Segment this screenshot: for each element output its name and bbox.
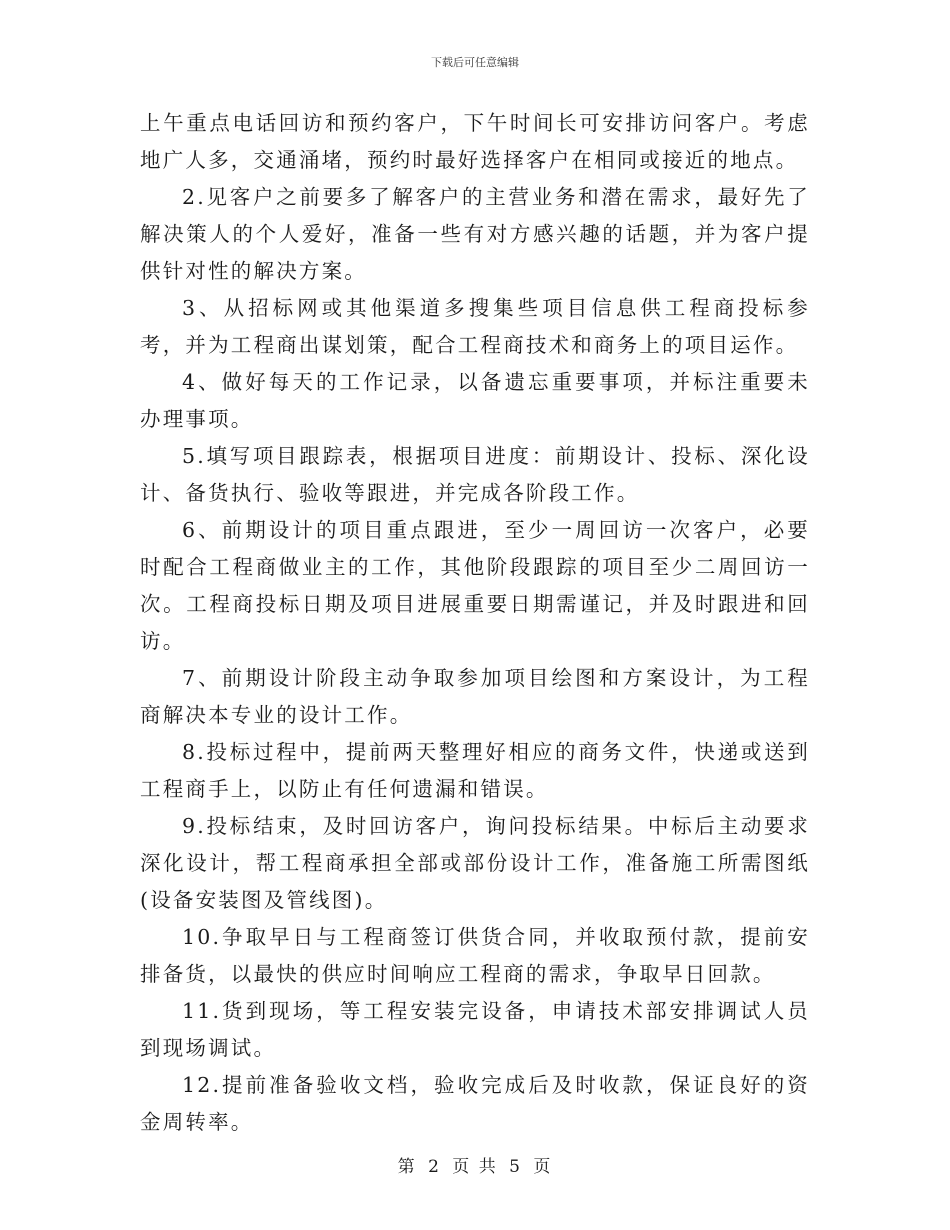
footer-suffix: 页	[533, 1157, 553, 1177]
paragraph: 4、做好每天的工作记录，以备遗忘重要事项，并标注重要未办理事项。	[140, 370, 810, 431]
document-body	[140, 105, 810, 1141]
page-footer	[0, 1152, 950, 1177]
paragraph: 9.投标结束，及时回访客户，询问投标结果。中标后主动要求深化设计，帮工程商承担全部或部份设计工作，准备施工所需图纸(设备安装图及管线图)。	[140, 814, 810, 912]
paragraph: 2.见客户之前要多了解客户的主营业务和潜在需求，最好先了解决策人的个人爱好，准备一些有对方感兴趣的话题，并为客户提供针对性的解决方案。	[140, 185, 810, 283]
current-page-number: 2	[428, 1157, 441, 1177]
paragraph: 8.投标过程中，提前两天整理好相应的商务文件，快递或送到工程商手上，以防止有任何遗漏和错误。	[140, 740, 810, 801]
paragraph: 上午重点电话回访和预约客户，下午时间长可安排访问客户。考虑地广人多，交通涌堵，预约时最好选择客户在相同或接近的地点。	[140, 111, 810, 172]
paragraph: 10.争取早日与工程商签订供货合同，并收取预付款，提前安排备货，以最快的供应时间响应工程商的需求，争取早日回款。	[140, 925, 810, 986]
paragraph: 3、从招标网或其他渠道多搜集些项目信息供工程商投标参考，并为工程商出谋划策，配合工程商技术和商务上的项目运作。	[140, 296, 810, 357]
paragraph: 11.货到现场，等工程安装完设备，申请技术部安排调试人员到现场调试。	[140, 999, 810, 1060]
paragraph: 7、前期设计阶段主动争取参加项目绘图和方案设计，为工程商解决本专业的设计工作。	[140, 666, 810, 727]
page-header: 下载后可任意编辑	[431, 56, 519, 69]
paragraph: 5.填写项目跟踪表，根据项目进度：前期设计、投标、深化设计、备货执行、验收等跟进，并完成各阶段工作。	[140, 444, 810, 505]
footer-prefix: 第	[397, 1157, 417, 1177]
paragraph: 12.提前准备验收文档，验收完成后及时收款，保证良好的资金周转率。	[140, 1073, 810, 1134]
total-page-count: 5	[509, 1157, 522, 1177]
footer-mid: 页 共	[452, 1157, 498, 1177]
paragraph: 6、前期设计的项目重点跟进，至少一周回访一次客户，必要时配合工程商做业主的工作，其他阶段跟踪的项目至少二周回访一次。工程商投标日期及项目进展重要日期需谨记，并及时跟进和回访。	[140, 518, 810, 653]
